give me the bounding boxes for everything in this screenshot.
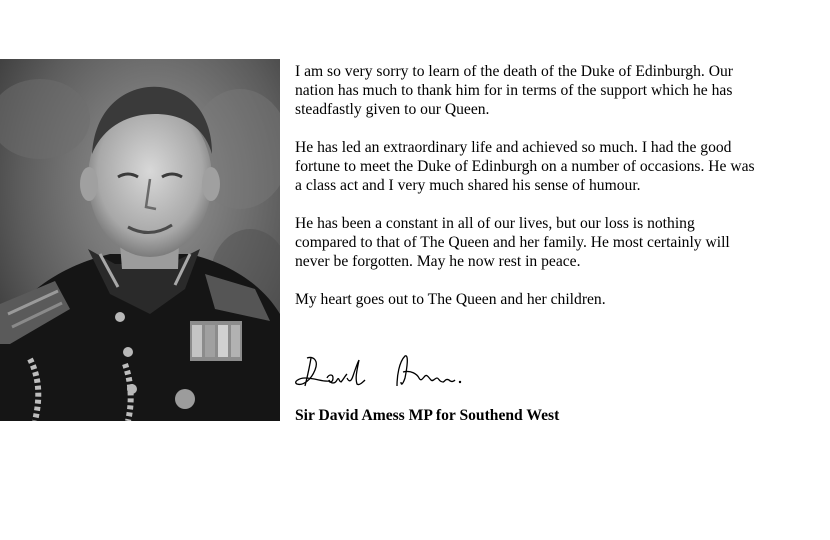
paragraph-2: He has led an extraordinary life and achieved so much. I had the good fortune to meet the Duke of Edinburgh on a number of occasions. He was a class act and I very much shared his sense of humour. — [295, 139, 755, 194]
portrait-photo — [0, 59, 280, 421]
sign-off-name: Sir David Amess MP for Southend West — [295, 407, 560, 424]
paragraph-1: I am so very sorry to learn of the death of the Duke of Edinburgh. Our nation has much to thank him for in terms of the support which he has steadfastly given to our Queen. — [295, 63, 733, 118]
letter-body — [295, 62, 755, 328]
paragraph-4: My heart goes out to The Queen and her children. — [295, 291, 606, 308]
handwritten-signature — [293, 348, 473, 396]
paragraph-3: He has been a constant in all of our lives, but our loss is nothing compared to that of The Queen and her family. He most certainly will never be forgotten. May he now rest in peace. — [295, 215, 730, 270]
